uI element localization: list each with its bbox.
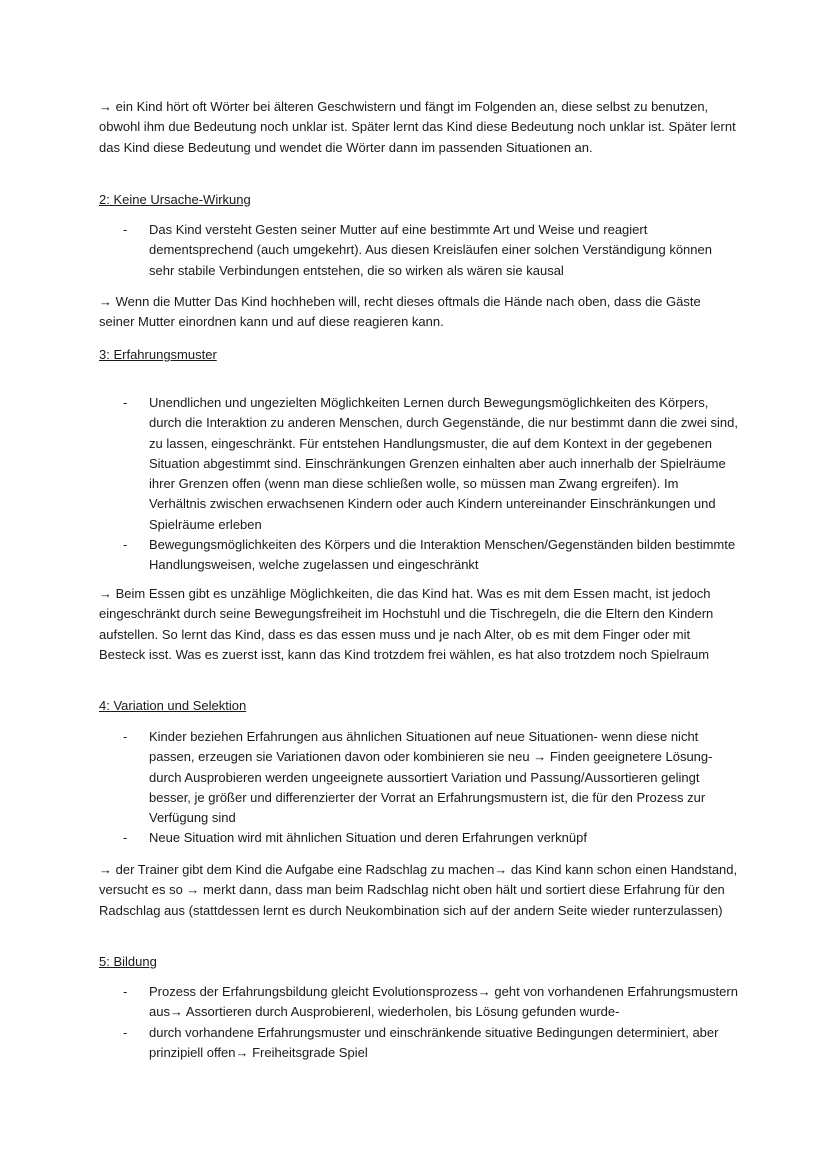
paragraph-example-mother: → Wenn die Mutter Das Kind hochheben will, recht dieses oftmals die Hände nach oben, dass die Gäste seiner Mutter einordnen kann und auf diese reagieren kann. xyxy=(99,294,701,330)
list-item: - durch vorhandene Erfahrungsmuster und einschränkende situative Bedingungen determiniert, aber prinzipiell offen→ Freiheitsgrade Spiel xyxy=(123,1024,719,1060)
heading-bildung: 5: Bildung xyxy=(99,954,157,969)
paragraph-example-words: → ein Kind hört oft Wörter bei älteren Geschwistern und fängt im Folgenden an, diese selbst zu benutzen, obwohl ihm due Bedeutung noch unklar ist. Später lernt das Kind diese Bedeutung noch unklar ist. Später lernt das Kind diese Bedeutung und wendet die Wörter dann im passenden Situationen an. xyxy=(99,99,736,155)
list-keine-ursache-wirkung xyxy=(123,220,739,281)
bullet-dash: - xyxy=(123,1024,128,1040)
list-variation-und-selektion xyxy=(123,727,739,849)
heading-variation-und-selektion: 4: Variation und Selektion xyxy=(99,698,247,713)
list-erfahrungsmuster xyxy=(123,393,739,576)
list-item: - Neue Situation wird mit ähnlichen Situation und deren Erfahrungen verknüpf xyxy=(123,828,739,848)
heading-keine-ursache-wirkung: 2: Keine Ursache-Wirkung xyxy=(99,192,251,207)
heading-erfahrungsmuster: 3: Erfahrungsmuster xyxy=(99,347,217,362)
list-bildung xyxy=(123,982,739,1063)
list-item: - Kinder beziehen Erfahrungen aus ähnlichen Situationen auf neue Situationen- wenn diese nicht passen, erzeugen sie Variationen davon oder kombinieren sie neu → Finden geeignetere Lösung- durch Ausprobieren werden ungeeignete aussortiert Variation und Passung/Aussortieren gelingt besser, je größer und differenzierter der Vorrat an Erfahrungsmustern ist, die für den Prozess zur Verfügung sind xyxy=(123,729,713,826)
list-item: - Das Kind versteht Gesten seiner Mutter auf eine bestimmte Art und Weise und reagiert dementsprechend (auch umgekehrt). Aus diesen Kreisläufen einer solchen Verständigung können sehr stabile Verbindungen entstehen, die so wirken als wären sie kausal xyxy=(123,222,712,278)
bullet-dash: - xyxy=(123,537,128,553)
bullet-dash: - xyxy=(123,222,128,237)
list-item: - Bewegungsmöglichkeiten des Körpers und die Interaktion Menschen/Gegenständen bilden bestimmte Handlungsweisen, welche zugelassen und eingeschränkt xyxy=(123,537,736,573)
bullet-dash: - xyxy=(123,984,128,999)
bullet-dash: - xyxy=(123,729,128,744)
list-item: - Unendlichen und ungezielten Möglichkeiten Lernen durch Bewegungsmöglichkeiten des Körpers, durch die Interaktion zu anderen Menschen, durch Gegenstände, die nur bestimmt dann die zwei sind, zu lassen, eingeschränkt. Für entstehen Handlungsmuster, die auf dem Kontext in der gegebenen Situation abgestimmt sind. Einschränkungen Grenzen einhalten aber auch innerhalb der Spielräume ihrer Grenzen offen (wenn man diese schließen wolle, so müssen man Zwang ergreifen). Im Verhältnis zwischen erwachsenen Kindern oder auch Kindern untereinander Einschränkungen und Spielräume erleben xyxy=(123,395,738,532)
paragraph-example-radschlag: → der Trainer gibt dem Kind die Aufgabe eine Radschlag zu machen→ das Kind kann schon einen Handstand, versucht es so → merkt dann, dass man beim Radschlag nicht oben hält und sortiert diese Erfahrung für den Radschlag aus (stattdessen lernt es durch Neukombination sich auf der andern Seite wieder runterzulassen) xyxy=(99,862,738,918)
list-item: - Prozess der Erfahrungsbildung gleicht Evolutionsprozess→ geht von vorhandenen Erfahrungsmustern aus→ Assortieren durch Ausprobierenl, wiederholen, bis Lösung gefunden wurde- xyxy=(123,984,738,1020)
bullet-dash: - xyxy=(123,395,128,410)
bullet-dash: - xyxy=(123,830,128,846)
paragraph-example-eating: → Beim Essen gibt es unzählige Möglichkeiten, die das Kind hat. Was es mit dem Essen macht, ist jedoch eingeschränkt durch seine Bewegungsfreiheit im Hochstuhl und die Tischregeln, die die Eltern den Kindern aufstellen. So lernt das Kind, dass es das essen muss und je nach Alter, ob es mit dem Finger oder mit Besteck isst. Was es zuerst isst, kann das Kind trotzdem frei wählen, es hat also trotzdem noch Spielraum xyxy=(99,586,714,662)
